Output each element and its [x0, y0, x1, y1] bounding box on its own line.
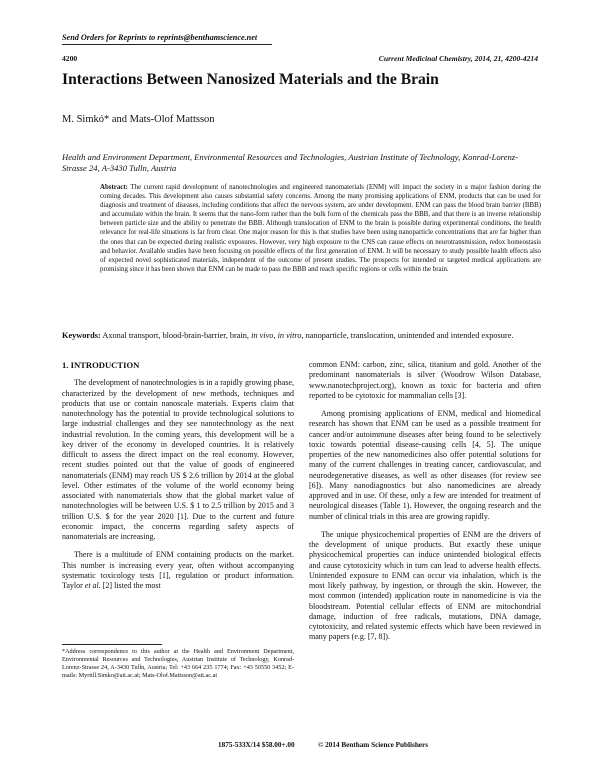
abstract-text: The current rapid development of nanotechnologies and engineered nanomaterials (ENM) will impact the society in a major fashion during the coming decades. This development also causes substantial safety concerns. Among the many promising applications of ENM, products that can be used for diagnosis and treatment of diseases, including conditions that affect the nervous system, are under development. ENM can pass the blood brain barrier (BBB) and accumulate within the brain. It seems that the nano-form rather than the bulk form of the chemicals pass the BBB, and that there is an inverse relationship between particle size and the ability to penetrate the BBB. Although translocation of ENM to the brain is possible during experimental conditions, the health relevance for real-life situations is far from clear. One major reason for this is that studies have been using nanoparticle concentrations that are far higher than the ones that can be expected during realistic exposures. However, very high exposure to the CNS can cause effects on neurotransmission, redox homeostasis and behavior. Available studies have been focusing on possible effects of the first generation of ENM. It will be necessary to study possible health effects also of expected novel sophisticated materials, independent of the outcome of present studies. The prospects for intended or targeted medical applications are promising since it has been shown that ENM can be made to pass the BBB and reach specific regions or cells within the brain.: [100, 184, 541, 273]
paragraph-continued: common ENM: carbon, zinc, silica, titanium and gold. Another of the predominant nanomaterials is silver (Woodrow Wilson Database, www.nanotechproject.org), known as toxic for bacteria and often reported to be cytotoxic for mammalian cells [3].: [309, 360, 541, 400]
left-column: [62, 360, 294, 599]
keywords-label: Keywords:: [62, 331, 101, 340]
issn-price: 1875-533X/14 $58.00+.00: [218, 741, 295, 749]
keywords-text-c: ,: [273, 331, 278, 340]
abstract: [100, 183, 541, 274]
et-al: et al.: [84, 581, 101, 590]
keywords-in-vivo: in vivo: [251, 331, 274, 340]
author-affiliation: Health and Environment Department, Environmental Resources and Technologies, Austrian Institute of Technology, Konrad-Lorenz-Strasse 24, A-3430 Tulln, Austria: [62, 152, 518, 173]
keywords-in-vitro: in vitro: [277, 331, 302, 340]
copyright: © 2014 Bentham Science Publishers: [318, 741, 428, 749]
paragraph-properties: The unique physicochemical properties of ENM are the drivers of the development of unique products. But exactly these unique physicochemical properties can induce unintended biological effects and cause cytotoxicity which in turn can lead to adverse health effects. Unintended exposure to ENM can occur via inhalation, which is the most likely pathway, by ingestion, or through the skin. However, the most common (intended) application route in nanomedicine is via the bloodstream. Potential cellular effects of ENM are mitochondrial damage, induction of free radicals, mutations, DNA damage, cytotoxicity, and related systemic effects which have been reviewed in many papers (e.g. [7, 8]).: [309, 529, 541, 642]
keywords-text-e: , nanoparticle, translocation, unintended and intended exposure.: [301, 331, 514, 340]
correspondence-footnote: *Address correspondence to this author at the Health and Environment Department, Environmental Resources and Technologies, Austrian Institute of Technology, Konrad-Lorenz-Strasse 24, A-3430 Tulln, Austria; Tel: +43 664 235 1774; Fax: +43 50550 3452; E-mails: Myrtill.Simko@ait.ac.at; Mats-Olof.Mattsson@ait.ac.at: [62, 648, 294, 679]
paragraph-intro-2: [62, 550, 294, 591]
right-column: [309, 360, 541, 651]
page-number: 4200: [62, 54, 78, 63]
keywords-text-a: Axonal transport, blood-brain-barrier, brain,: [102, 331, 252, 340]
paragraph-text: There is a multitude of ENM containing products on the market. This number is increasing every year, often without accompanying systematic toxicology tests [1], regulation or product information. Taylor: [62, 550, 294, 590]
section-heading: 1. INTRODUCTION: [62, 360, 140, 370]
paragraph-text: [2] listed the most: [100, 581, 161, 590]
article-title: Interactions Between Nanosized Materials and the Brain: [62, 71, 439, 88]
paragraph-applications: Among promising applications of ENM, medical and biomedical research has shown that ENM can be used as a possible treatment for cancer and/or autoimmune diseases after being found to be selectively toxic towards potential disease-causing cells [4, 5]. The unique properties of the new nanomedicines also offer potential solutions for many of the current challenges in treating cancer, cardiovascular, and neurodegenerative diseases, as well as other diseases (for review see [6]). Many nanodiagnostics but also nanomedicines are already approved and in use. Of these, only a few are intended for treatment of neurological diseases (Table 1). However, the ongoing research and the number of clinical trials in this area are growing rapidly.: [309, 409, 541, 521]
keywords: [62, 331, 542, 341]
reprint-notice: Send Orders for Reprints to reprints@benthamscience.net: [62, 33, 258, 42]
footnote-rule: [62, 644, 162, 645]
journal-citation: Current Medicinal Chemistry, 2014, 21, 4200-4214: [378, 54, 538, 63]
header-rule: [62, 44, 272, 45]
paragraph-intro-1: The development of nanotechnologies is in a rapidly growing phase, characterized by the development of new methods, techniques and products that use or contain nanoscale materials. Experts claim that nanotechnology has the potential to provide technological solutions to large industrial challenges and they see nanotechnology as the next industrial revolution. In the coming years, this development will be a key driver of the economy in developed countries. It is relatively difficult to assess the direct impact on the real economy. However, recent studies pointed out that the value of goods of engineered nanomaterials (ENM) may reach US $ 2.6 trillion by 2014 at the global level. Other estimates of the volume of the world economy being associated with nanomaterials show that the global market value of nanotechnologies will be between U.S. $ 1 to 2.5 trillion by 2015 and 3 trillion U.S. $ for the year 2020 [1]. Due to the current and future economic impact, the concerns regarding safety aspects of nanomaterials are increasing.: [62, 378, 294, 541]
article-authors: M. Simkó* and Mats-Olof Mattsson: [62, 114, 215, 125]
abstract-label: Abstract:: [100, 184, 128, 191]
